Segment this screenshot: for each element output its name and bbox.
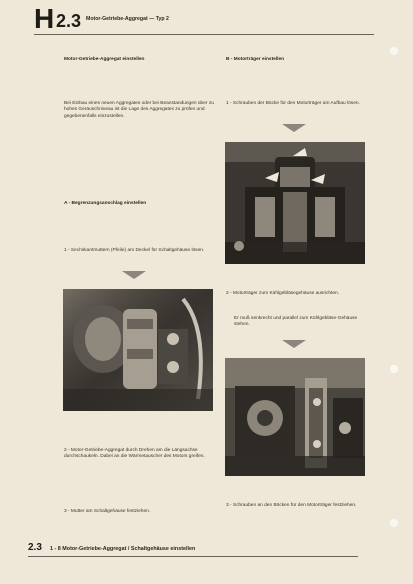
right-step-3: 3 - Schrauben an den Böcken für den Motorträger festziehen. <box>226 503 357 508</box>
header-rule <box>34 34 374 35</box>
photo-engine-mount <box>225 358 365 476</box>
footer-section-number: 2.3 <box>28 542 42 553</box>
photo-engine-carrier <box>225 142 365 264</box>
right-note: Er muß senkrecht und parallel zum Kühlgebläse-Gehäuse stehen. <box>234 316 358 328</box>
page-title: Motor-Getriebe-Aggregat — Typ 2 <box>86 16 169 22</box>
section-number: 2.3 <box>56 11 82 31</box>
binder-hole <box>389 518 399 528</box>
subsection-a-title: A - Begrenzungsanschlag einstellen <box>64 201 147 206</box>
shift-housing-photo-svg <box>63 289 213 411</box>
engine-carrier-photo-svg <box>225 142 365 264</box>
engine-mount-photo-svg <box>225 358 365 476</box>
left-section-title: Motor-Getriebe-Aggregat einstellen <box>64 57 145 62</box>
footer-rule <box>28 556 358 557</box>
footer-caption: 1 - 8 Motor-Getriebe-Aggregat / Schaltgehäuse einstellen <box>50 546 196 552</box>
right-section-title: B - Motorträger einstellen <box>226 57 285 62</box>
binder-hole <box>389 364 399 374</box>
binder-hole <box>389 46 399 56</box>
right-step-2: 2 - Motorträger zum Kühlgebläsegehäuse ausrichten. <box>226 291 340 296</box>
right-step-1: 1 - Schrauben der Böcke für den Motorträger am Aufbau lösen. <box>226 101 360 106</box>
intro-text: Bei Einbau eines neuen Aggregates oder bei Beanstandungen über zu hohes Geräuschniveau ist die Lage des Aggregates zu prüfen und gegebenenfalls einzustellen. <box>64 101 214 119</box>
down-arrow-icon <box>282 124 306 132</box>
section-letter: H <box>34 3 55 34</box>
down-arrow-icon <box>122 271 146 279</box>
left-step-3: 3 - Mutter am Schaltgehäuse festziehen. <box>64 509 151 514</box>
down-arrow-icon <box>282 340 306 348</box>
left-step-1: 1 - Sechskantmuttern (Pfeile) am Deckel für Schaltgehäuse lösen. <box>64 248 205 253</box>
photo-shift-housing <box>63 289 213 411</box>
left-step-2: 2 - Motor-Getriebe-Aggregat durch Drehen am die Längsachse durchschaukeln. Dabei an die Wärmetauscher des Motors greifen. <box>64 448 205 460</box>
